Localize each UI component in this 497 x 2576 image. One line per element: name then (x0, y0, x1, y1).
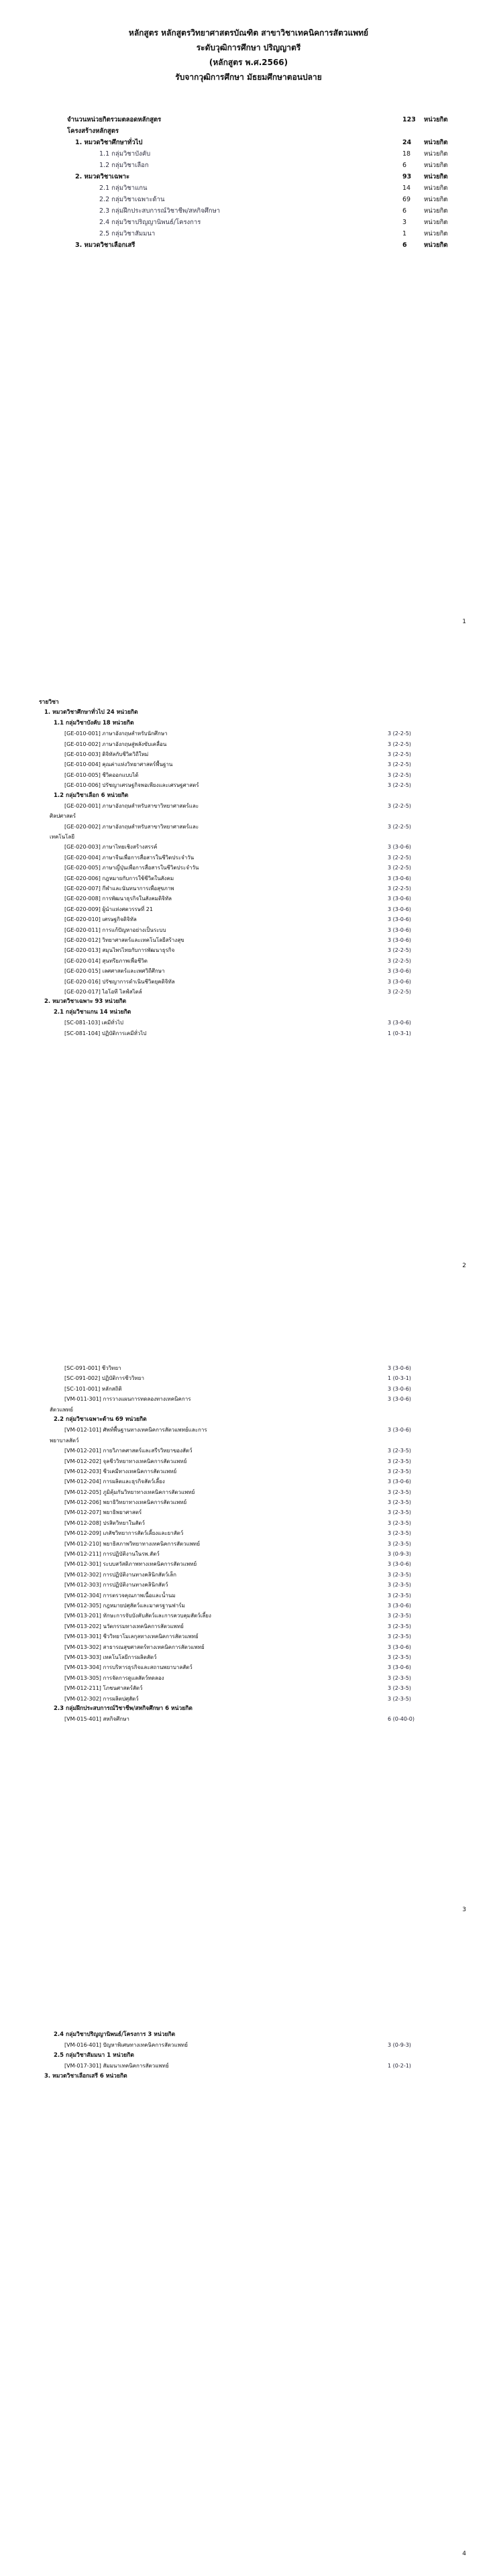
course-credits: 3 (2-2-5) (388, 771, 411, 778)
credit-unit: หน่วยกิต (424, 196, 448, 203)
structure-row (67, 182, 483, 194)
course-row (39, 935, 468, 945)
course-title: [SC-081-103] เคมีทั่วไป (64, 1020, 123, 1026)
credit-unit: หน่วยกิต (424, 230, 448, 237)
structure-row (67, 137, 483, 148)
course-row (39, 987, 468, 997)
course-title: [GE-020-010] เศรษฐกิจดิจิทัล (64, 916, 137, 923)
credit-count: 18 (402, 150, 411, 158)
course-row (39, 1714, 468, 1724)
course-title: [GE-010-004] คุณค่าแห่งวิทยาศาสตร์พื้นฐาน (64, 761, 173, 768)
course-title: [GE-020-007] กีฬาและนันทนาการเพื่อสุขภาพ (64, 885, 174, 892)
course-title: [VM-013-301] ชีววิทยาโมเลกุลทางเทคนิคการสัตวแพทย์ (64, 1633, 199, 1640)
course-row (39, 1611, 468, 1621)
course-title: [GE-010-001] ภาษาอังกฤษสำหรับนักศึกษา (64, 731, 168, 737)
course-row (39, 1373, 468, 1383)
course-row (39, 1601, 468, 1611)
course-credits: 3 (3-0-6) (388, 968, 411, 975)
course-credits: 3 (2-2-5) (388, 885, 411, 892)
structure-row (67, 194, 483, 205)
credit-unit: หน่วยกิต (424, 116, 448, 123)
course-credits: 3 (3-0-6) (388, 1479, 411, 1485)
section-heading: 2.5 กลุ่มวิชาสัมมนา 1 หน่วยกิต (54, 2051, 134, 2059)
course-title: [VM-011-301] การวางแผนการทดลองทางเทคนิคการ (64, 1396, 191, 1403)
course-title: [GE-010-003] ดิจิทัลกับชีวิตวิถีใหม่ (64, 751, 149, 757)
credit-unit: หน่วยกิต (424, 139, 448, 146)
course-credits: 3 (3-0-6) (388, 978, 411, 985)
course-title: [VM-017-301] สัมมนาเทคนิคการสัตวแพทย์ (64, 2063, 169, 2070)
course-credits: 3 (3-0-6) (388, 1644, 411, 1650)
structure-label: 1.1 กลุ่มวิชาบังคับ (99, 150, 151, 158)
course-credits: 3 (3-0-6) (388, 1385, 411, 1392)
structure-label: 2.4 กลุ่มวิชาปริญญานิพนธ์/โครงการ (99, 219, 201, 226)
page-1 (0, 0, 497, 644)
course-title: [GE-010-005] ชีวิตออกแบบได้ (64, 771, 139, 778)
course-credits: 3 (3-0-6) (388, 1561, 411, 1568)
course-credits: 3 (3-0-6) (388, 926, 411, 933)
course-row (39, 1394, 468, 1404)
course-credits: 3 (2-2-5) (388, 865, 411, 871)
course-title: [VM-013-202] นวัตกรรมทางเทคนิคการสัตวแพทย์ (64, 1623, 184, 1629)
structure-row (67, 239, 483, 251)
course-list (39, 2030, 468, 2082)
course-title: [VM-012-301] ระบบสวัสดิภาพทางเทคนิคการสัตวแพทย์ (64, 1561, 197, 1568)
course-credits: 3 (2-3-5) (388, 1571, 411, 1578)
credit-count: 6 (402, 241, 407, 249)
course-title: [VM-012-304] การตรวจคุณภาพเนื้อและน้ำนม (64, 1592, 176, 1599)
structure-label: 1.2 กลุ่มวิชาเลือก (99, 162, 149, 169)
page-3 (0, 1288, 497, 1932)
course-row (39, 1425, 468, 1435)
course-row (39, 966, 468, 976)
course-name-continuation: เทคโนโลยี (50, 834, 75, 841)
course-title: [GE-020-015] เลศศาสตร์และเพศวิถีศึกษา (64, 968, 165, 975)
course-credits: 3 (3-0-6) (388, 1365, 411, 1371)
course-title: [VM-013-304] การบริหารธุรกิจและสถานพยาบาลสัตว์ (64, 1664, 192, 1671)
course-credits: 6 (0-40-0) (388, 1716, 415, 1723)
course-row (39, 1673, 468, 1683)
course-title: [GE-020-003] ภาษาไทยเชิงสร้างสรรค์ (64, 844, 158, 851)
course-row (39, 1621, 468, 1631)
credit-unit: หน่วยกิต (424, 173, 448, 180)
course-credits: 3 (3-0-6) (388, 1427, 411, 1434)
page-2 (0, 644, 497, 1288)
course-credits: 3 (2-3-5) (388, 1458, 411, 1464)
course-row (39, 1642, 468, 1652)
curriculum-structure (67, 114, 483, 251)
curriculum-header (0, 25, 497, 85)
course-row (39, 1466, 468, 1477)
course-title: [GE-020-004] ภาษาจีนเพื่อการสื่อสารในชีวิตประจำวัน (64, 854, 195, 861)
course-name-continuation: ศิลปศาสตร์ (50, 813, 76, 820)
course-row (39, 904, 468, 914)
course-credits: 3 (2-3-5) (388, 1530, 411, 1537)
course-row (39, 883, 468, 894)
course-title: [GE-020-014] สุนทรียภาพเพื่อชีวิต (64, 957, 148, 964)
structure-label: 2. หมวดวิชาเฉพาะ (75, 173, 130, 180)
course-title: [VM-013-201] ทักษะการจับบังคับสัตว์และการควบคุมสัตว์เลี้ยง (64, 1613, 211, 1619)
course-row (39, 1518, 468, 1528)
course-row (39, 1384, 468, 1394)
section-heading: 3. หมวดวิชาเลือกเสรี 6 หน่วยกิต (44, 2072, 127, 2080)
section-heading: รายวิชา (39, 699, 59, 706)
course-credits: 3 (3-0-6) (388, 1602, 411, 1609)
credit-count: 14 (402, 184, 411, 192)
course-row (39, 842, 468, 852)
course-credits: 3 (2-3-5) (388, 1613, 411, 1619)
structure-label: 3. หมวดวิชาเลือกเสรี (75, 241, 135, 249)
structure-row (67, 205, 483, 217)
course-title: [GE-020-016] ปรัชญาการดำเนินชีวิตยุคดิจิทัล (64, 978, 175, 985)
course-credits: 3 (2-2-5) (388, 741, 411, 747)
course-title: [VM-012-203] ชีวเคมีทางเทคนิคการสัตวแพทย์ (64, 1468, 177, 1474)
course-row (39, 977, 468, 987)
course-row (39, 1497, 468, 1507)
course-row (39, 1559, 468, 1569)
course-credits: 3 (2-2-5) (388, 802, 411, 809)
course-title: [SC-101-001] หลักสถิติ (64, 1385, 122, 1392)
course-row (39, 1570, 468, 1580)
page-number: 1 (462, 619, 466, 625)
structure-row (67, 148, 483, 160)
structure-label: จำนวนหน่วยกิตรวมตลอดหลักสูตร (67, 116, 162, 123)
course-row (39, 1507, 468, 1517)
course-row (39, 729, 468, 739)
credit-unit: หน่วยกิต (424, 150, 448, 158)
course-credits: 3 (2-2-5) (388, 823, 411, 830)
structure-label: 2.1 กลุ่มวิชาแกน (99, 184, 148, 192)
course-row (39, 1652, 468, 1662)
course-title: [GE-020-013] สมุนไพรไทยกับการพัฒนาธุรกิจ (64, 947, 175, 954)
course-list (39, 698, 468, 1038)
course-credits: 3 (3-0-6) (388, 916, 411, 923)
course-title: [GE-010-002] ภาษาอังกฤษสู่พลังขับเคลื่อน (64, 741, 167, 747)
credit-count: 6 (402, 162, 407, 169)
course-title: [GE-020-017] ไอโอที ไลฟ์สไตล์ (64, 988, 142, 995)
course-credits: 3 (3-0-6) (388, 896, 411, 902)
course-credits: 3 (3-0-6) (388, 1396, 411, 1403)
section-heading: 2.2 กลุ่มวิชาเฉพาะด้าน 69 หน่วยกิต (54, 1415, 147, 1423)
course-credits: 3 (2-3-5) (388, 1540, 411, 1547)
course-row (39, 1487, 468, 1497)
course-title: [VM-012-305] กฎหมายปศุสัตว์และมาตรฐานฟาร์ม (64, 1602, 185, 1609)
course-title: [GE-020-011] การแก้ปัญหาอย่างเป็นระบบ (64, 926, 166, 933)
course-title: [GE-020-002] ภาษาอังกฤษสำหรับสาขาวิทยาศาสตร์และ (64, 823, 199, 830)
course-title: [GE-020-006] กฎหมายกับการใช้ชีวิตในสังคม (64, 875, 174, 881)
course-row (39, 956, 468, 966)
page-number: 3 (462, 1907, 466, 1913)
course-title: [VM-012-303] การปฏิบัติงานทางคลินิกสัตว์ (64, 1582, 168, 1589)
course-name-continuation: พยาบาลสัตว์ (50, 1437, 79, 1444)
course-title: [VM-012-204] การผลิตและธุรกิจสัตว์เลี้ยง (64, 1479, 165, 1485)
section-heading: 1.1 กลุ่มวิชาบังคับ 18 หน่วยกิต (54, 719, 134, 727)
course-title: [VM-013-302] สาธารณสุขศาสตร์ทางเทคนิคการสัตวแพทย์ (64, 1644, 205, 1650)
course-title: [VM-012-207] พยาธิพยาศาสตร์ (64, 1509, 142, 1516)
course-credits: 3 (2-2-5) (388, 947, 411, 954)
credit-count: 24 (402, 139, 412, 146)
course-credits: 3 (3-0-6) (388, 875, 411, 881)
course-row (39, 801, 468, 811)
course-title: [VM-012-211] การปฏิบัติงานในรพ.สัตว์ (64, 1551, 160, 1558)
credit-count: 69 (402, 196, 411, 203)
course-row (39, 873, 468, 883)
page-number: 2 (462, 1263, 466, 1269)
course-title: [GE-010-006] ปรัชญาเศรษฐกิจพอเพียงและเศรษฐศาสตร์ (64, 782, 199, 789)
page-number: 4 (462, 2551, 466, 2557)
course-credits: 3 (2-3-5) (388, 1685, 411, 1692)
course-title: [VM-012-211] โภชนศาสตร์สัตว์ (64, 1685, 143, 1692)
course-row (39, 1694, 468, 1704)
degree-level: ระดับวุฒิการศึกษา ปริญญาตรี (196, 43, 301, 52)
course-row (39, 1631, 468, 1642)
section-heading: 1.2 กลุ่มวิชาเลือก 6 หน่วยกิต (54, 792, 129, 799)
course-credits: 3 (2-3-5) (388, 1582, 411, 1589)
course-row (39, 759, 468, 769)
course-credits: 3 (3-0-6) (388, 844, 411, 851)
course-row (39, 945, 468, 955)
course-credits: 1 (0-3-1) (388, 1030, 411, 1036)
course-row (39, 1539, 468, 1549)
course-title: [VM-016-401] ปัญหาพิเศษทางเทคนิคการสัตวแพทย์ (64, 2042, 188, 2049)
course-credits: 3 (2-3-5) (388, 1519, 411, 1526)
course-row (39, 749, 468, 759)
course-credits: 3 (3-0-6) (388, 906, 411, 912)
course-row (39, 1018, 468, 1028)
admission-requirement: รับจากวุฒิการศึกษา มัธยมศึกษาตอนปลาย (175, 72, 322, 82)
course-row (39, 914, 468, 924)
section-heading: 1. หมวดวิชาศึกษาทั่วไป 24 หน่วยกิต (44, 709, 138, 716)
section-heading: 2.4 กลุ่มวิชาปริญญานิพนธ์/โครงการ 3 หน่วยกิต (54, 2031, 176, 2038)
structure-row (67, 114, 483, 125)
course-title: [VM-012-208] ปรสิตวิทยาในสัตว์ (64, 1519, 145, 1526)
course-credits: 3 (2-3-5) (388, 1654, 411, 1660)
course-credits: 3 (2-3-5) (388, 1695, 411, 1702)
course-row (39, 863, 468, 873)
structure-label: โครงสร้างหลักสูตร (67, 127, 119, 135)
course-title: [VM-012-302] การผลิตปศุสัตว์ (64, 1695, 139, 1702)
structure-label: 2.5 กลุ่มวิชาสัมมนา (99, 230, 156, 237)
course-credits: 3 (2-3-5) (388, 1499, 411, 1506)
course-row (39, 770, 468, 780)
course-credits: 1 (0-2-1) (388, 2063, 411, 2070)
course-row (39, 1363, 468, 1373)
course-title: [VM-012-210] พยาธิสภาพวิทยาทางเทคนิคการสัตวแพทย์ (64, 1540, 201, 1547)
course-credits: 3 (2-3-5) (388, 1674, 411, 1681)
structure-label: 2.2 กลุ่มวิชาเฉพาะด้าน (99, 196, 165, 203)
course-row (39, 2061, 468, 2071)
course-title: [VM-012-101] ศัพท์พื้นฐานทางเทคนิคการสัตวแพทย์และการ (64, 1427, 207, 1434)
course-row (39, 1528, 468, 1538)
structure-row (67, 228, 483, 239)
course-credits: 3 (2-2-5) (388, 782, 411, 789)
course-row (39, 1477, 468, 1487)
section-heading: 2.1 กลุ่มวิชาแกน 14 หน่วยกิต (54, 1008, 131, 1016)
course-row (39, 1683, 468, 1693)
structure-row (67, 160, 483, 171)
course-title: [VM-015-401] สหกิจศึกษา (64, 1716, 129, 1723)
course-title: [VM-012-205] ภูมิคุ้มกันวิทยาทางเทคนิคการสัตวแพทย์ (64, 1489, 195, 1495)
course-title: [VM-012-209] เภสัชวิทยาการสัตว์เลี้ยงและยาสัตว์ (64, 1530, 184, 1537)
program-title: หลักสูตร หลักสูตรวิทยาศาสตรบัณฑิต สาขาวิชาเทคนิคการสัตวแพทย์ (128, 28, 369, 38)
course-title: [GE-020-009] ผู้นำแห่งศตวรรษที่ 21 (64, 906, 153, 912)
section-heading: 2. หมวดวิชาเฉพาะ 93 หน่วยกิต (44, 998, 127, 1006)
course-row (39, 894, 468, 904)
course-title: [GE-020-008] การพัฒนาธุรกิจในสังคมดิจิทัล (64, 896, 172, 902)
course-title: [VM-012-302] การปฏิบัติงานทางคลินิกสัตว์เล็ก (64, 1571, 176, 1578)
course-row (39, 853, 468, 863)
course-credits: 3 (2-3-5) (388, 1623, 411, 1629)
course-row (39, 739, 468, 749)
course-row (39, 1456, 468, 1466)
course-credits: 3 (2-2-5) (388, 988, 411, 995)
credit-unit: หน่วยกิต (424, 184, 448, 192)
course-row (39, 1446, 468, 1456)
course-credits: 1 (0-3-1) (388, 1375, 411, 1382)
course-credits: 3 (2-2-5) (388, 751, 411, 757)
course-credits: 3 (2-2-5) (388, 957, 411, 964)
course-list (39, 1363, 468, 1725)
structure-row (67, 125, 483, 137)
course-title: [SC-091-001] ชีววิทยา (64, 1365, 121, 1371)
course-credits: 3 (3-0-6) (388, 1664, 411, 1671)
course-row (39, 925, 468, 935)
credit-unit: หน่วยกิต (424, 241, 448, 249)
page-4 (0, 1932, 497, 2576)
credit-unit: หน่วยกิต (424, 162, 448, 169)
course-title: [GE-020-001] ภาษาอังกฤษสำหรับสาขาวิทยาศาสตร์และ (64, 802, 199, 809)
credit-unit: หน่วยกิต (424, 207, 448, 215)
course-row (39, 1549, 468, 1559)
structure-row (67, 171, 483, 182)
course-credits: 3 (3-0-6) (388, 1020, 411, 1026)
section-heading: 2.3 กลุ่มฝึกประสบการณ์วิชาชีพ/สหกิจศึกษา 6 หน่วยกิต (54, 1705, 192, 1712)
course-credits: 3 (2-3-5) (388, 1633, 411, 1640)
course-credits: 3 (2-3-5) (388, 1592, 411, 1599)
structure-row (67, 217, 483, 228)
course-row (39, 1028, 468, 1038)
course-row (39, 1662, 468, 1672)
course-row (39, 780, 468, 790)
course-title: [SC-091-002] ปฏิบัติการชีววิทยา (64, 1375, 144, 1382)
course-credits: 3 (2-2-5) (388, 731, 411, 737)
course-credits: 3 (3-0-6) (388, 936, 411, 943)
course-credits: 3 (0-9-3) (388, 1551, 411, 1558)
course-row (39, 2040, 468, 2050)
curriculum-year: (หลักสูตร พ.ศ.2566) (209, 58, 288, 67)
course-credits: 3 (0-9-3) (388, 2042, 411, 2049)
course-credits: 3 (2-3-5) (388, 1489, 411, 1495)
course-credits: 3 (2-2-5) (388, 854, 411, 861)
course-title: [VM-012-202] จุลชีววิทยาทางเทคนิคการสัตวแพทย์ (64, 1458, 187, 1464)
course-credits: 3 (2-3-5) (388, 1468, 411, 1474)
credit-unit: หน่วยกิต (424, 219, 448, 226)
course-title: [VM-012-206] พยาธิวิทยาทางเทคนิคการสัตวแพทย์ (64, 1499, 187, 1506)
course-title: [SC-081-104] ปฏิบัติการเคมีทั่วไป (64, 1030, 147, 1036)
course-title: [GE-020-005] ภาษาญี่ปุ่นเพื่อการสื่อสารในชีวิตประจำวัน (64, 865, 199, 871)
course-credits: 3 (2-2-5) (388, 761, 411, 768)
credit-count: 1 (402, 230, 407, 237)
course-title: [VM-013-305] การจัดการดูแลสัตว์ทดลอง (64, 1674, 164, 1681)
course-title: [VM-013-303] เทคโนโลยีการผลิตสัตว์ (64, 1654, 157, 1660)
credit-count: 93 (402, 173, 412, 180)
credit-count: 3 (402, 219, 407, 226)
course-credits: 3 (2-3-5) (388, 1448, 411, 1454)
credit-count: 6 (402, 207, 407, 215)
course-title: [GE-020-012] วิทยาศาสตร์และเทคโนโลยีสร้างสุข (64, 936, 184, 943)
structure-label: 1. หมวดวิชาศึกษาทั่วไป (75, 139, 143, 146)
course-row (39, 1580, 468, 1590)
course-title: [VM-012-201] กายวิภาคศาสตร์และสรีรวิทยาของสัตว์ (64, 1448, 192, 1454)
course-name-continuation: สัตวแพทย์ (50, 1406, 73, 1413)
credit-count: 123 (402, 116, 416, 123)
structure-label: 2.3 กลุ่มฝึกประสบการณ์วิชาชีพ/สหกิจศึกษา (99, 207, 221, 215)
course-credits: 3 (2-3-5) (388, 1509, 411, 1516)
course-row (39, 1591, 468, 1601)
course-row (39, 822, 468, 832)
